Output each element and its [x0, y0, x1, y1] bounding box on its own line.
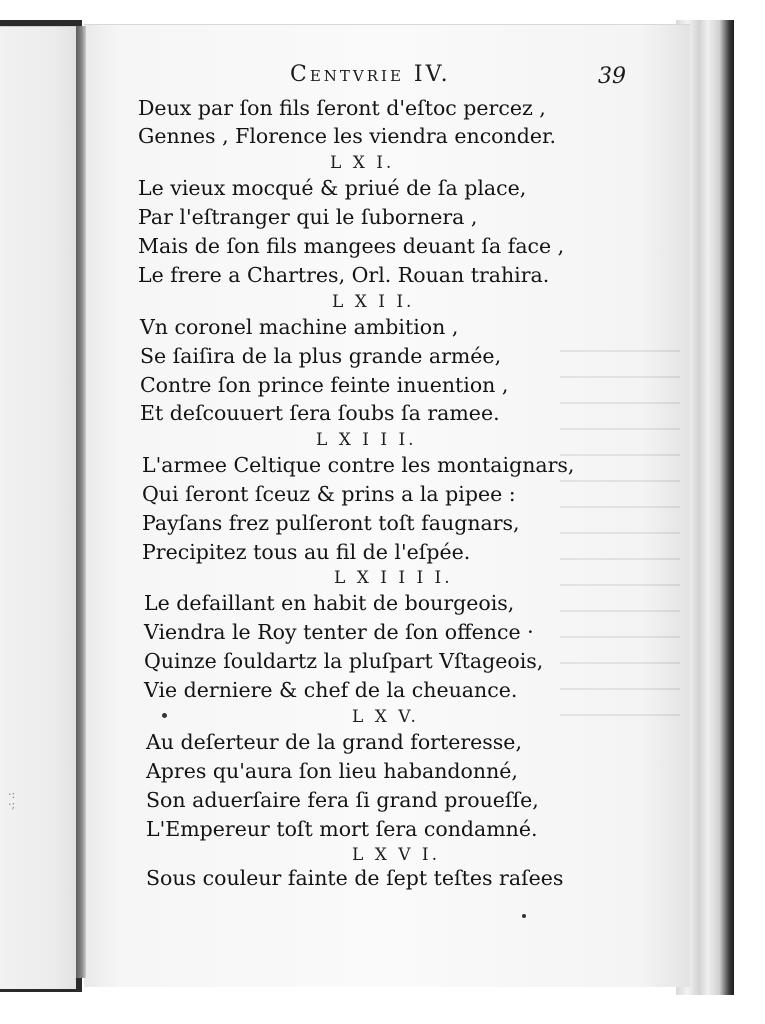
- verse-line: Le frere a Chartres, Orl. Rouan trahira.: [138, 263, 550, 287]
- verse-line: Vn coronel machine ambition ,: [140, 315, 459, 339]
- verse-line: Contre ſon prince feinte inuention ,: [140, 373, 509, 397]
- quatrain-numeral: L X I.: [330, 153, 395, 173]
- verse-line: Qui ſeront ſceuz & prins a la pipee :: [142, 482, 516, 506]
- verse-line: Precipitez tous au fil de l'eſpée.: [142, 540, 471, 564]
- book-gutter: [76, 26, 86, 978]
- verse-line: Se ſaiſira de la plus grande armée,: [140, 344, 502, 368]
- verse-line: Viendra le Roy tenter de ſon offence ·: [144, 620, 534, 644]
- quatrain-numeral: L X I I I I.: [334, 568, 453, 588]
- verse-line: Vie derniere & chef de la cheuance.: [144, 678, 518, 702]
- quatrain-numeral: L X I I I.: [316, 430, 417, 450]
- verse-line: L'armee Celtique contre les montaignars,: [142, 453, 575, 477]
- verse-line: Quinze ſouldartz la pluſpart Vſtageois,: [144, 649, 544, 673]
- verse-line: Au deſerteur de la grand forteresse,: [146, 730, 522, 754]
- ink-show-through: [560, 350, 680, 730]
- ink-speck: [522, 914, 526, 918]
- verse-line: Sous couleur fainte de ſept teſtes raſees: [146, 866, 564, 890]
- verse-line: Le vieux mocqué & priué de ſa place,: [138, 176, 527, 200]
- quatrain-numeral: L X V I.: [352, 845, 440, 865]
- verse-line: Mais de ſon fils mangees deuant ſa face ,: [138, 234, 565, 258]
- ink-speck: [162, 713, 167, 718]
- verse-line: Et deſcouuert ſera ſoubs ſa ramee.: [140, 401, 500, 425]
- running-head: Centvrie IV.: [290, 62, 451, 87]
- verse-line: L'Empereur toſt mort ſera condamné.: [146, 817, 538, 841]
- verse-line: Deux par ſon fils ſeront d'eſtoc percez ,: [138, 96, 546, 120]
- verse-line: Son aduerſaire fera ſi grand proueſſe,: [146, 788, 539, 812]
- verse-line: Apres qu'aura ſon lieu habandonné,: [146, 759, 518, 783]
- verse-line: Le defaillant en habit de bourgeois,: [144, 591, 515, 615]
- verse-line: Gennes , Florence les viendra enconder.: [138, 124, 557, 148]
- verse-line: Par l'eſtranger qui le ſubornera ,: [138, 205, 478, 229]
- page-number: 39: [598, 64, 626, 89]
- left-page-show-through: ·: ·;: [8, 788, 16, 811]
- left-facing-page: [0, 26, 76, 989]
- quatrain-numeral: L X I I.: [332, 292, 415, 312]
- quatrain-numeral: L X V.: [352, 707, 419, 727]
- verse-line: Payſans frez pulſeront toſt faugnars,: [142, 511, 520, 535]
